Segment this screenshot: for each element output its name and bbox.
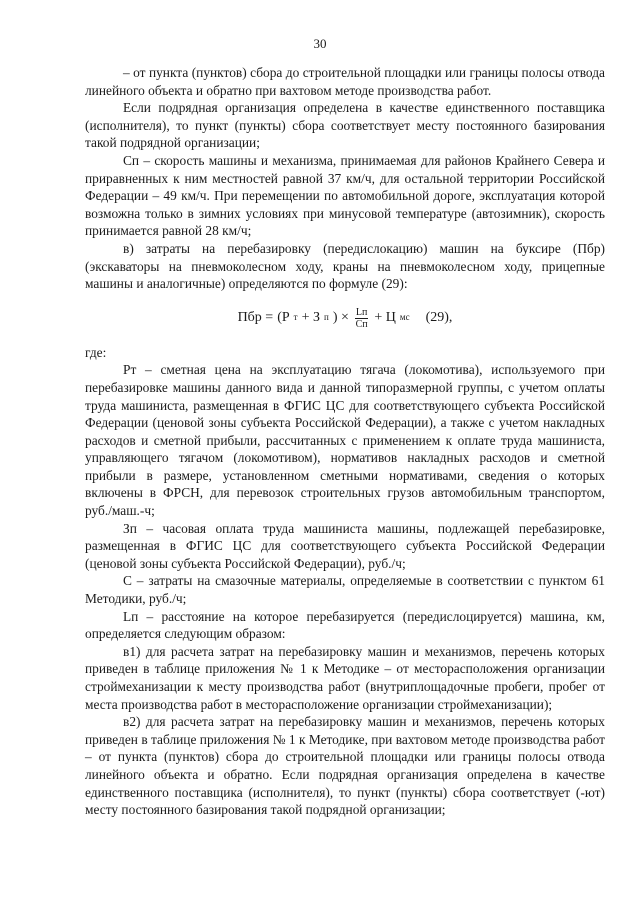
- paragraph: в1) для расчета затрат на перебазировку машин и механизмов, перечень которых приведен в таблице приложения № 1 к Методике – от месторасположения организации строймеханизации к месту производства работ (внутриплощадочные пробеги, пробег от места производства работ в месторасположение организации строймеханизации);: [85, 643, 605, 712]
- formula-pt-sub: т: [293, 312, 298, 323]
- formula-open: (Р: [277, 310, 290, 326]
- formula-lhs: Пбр =: [237, 310, 274, 326]
- paragraph: Сп – скорость машины и механизма, принимаемая для районов Крайнего Севера и приравненных к ним местностей равной 37 км/ч, для остальной территории Российской Федерации – 49 км/ч. При перемещении по автомобильной дороге, эксплуатация которой возможна только в зимних условиях при минусовой температуре (автозимник), скорость принимается равной 28 км/ч;: [85, 152, 605, 239]
- paragraph: в) затраты на перебазировку (передислокацию) машин на буксире (Пбр) (экскаваторы на пневмоколесном ходу, краны на пневмоколесном ходу, прицепные машины и аналогичные) определяются по формуле (29):: [85, 240, 605, 292]
- formula-29: [85, 307, 605, 330]
- fraction-numerator: Lп: [355, 306, 368, 318]
- paragraphs-before: [85, 64, 605, 293]
- paragraph: Если подрядная организация определена в качестве единственного поставщика (исполнителя), то пункт (пункты) сбора соответствует месту постоянного базирования такой подрядной организации;: [85, 100, 605, 151]
- formula-c-sub: мс: [399, 312, 410, 323]
- formula-number: (29),: [425, 310, 453, 326]
- fraction-denominator: Сп: [355, 318, 368, 330]
- page-number: 30: [313, 36, 327, 51]
- formula-fraction: [355, 307, 368, 330]
- paragraph: Зп – часовая оплата труда машиниста машины, подлежащей перебазировке, размещенная в ФГИС ЦС для соответствующего субъекта Российской Федерации (ценовой зоны субъекта Российской Федерации), руб./ч;: [85, 520, 605, 571]
- paragraphs-after: [85, 361, 605, 818]
- paragraph: Рт – сметная цена на эксплуатацию тягача (локомотива), используемого при перебазировке машины данного вида и данной типоразмерной группы, с учетом оплаты труда машиниста, размещенная в ФГИС ЦС для соответствующего субъекта Российской Федерации (ценовой зоны субъекта Российской Федерации), а также с учетом накладных расходов и сметной прибыли, рассчитанных с применением к оплате труда машиниста, управляющего тягачом (локомотивом), нормативов накладных расходов и сметной прибыли в размере, установленном сметными нормативами, сведения о которых включены в ФРСН, для перевозок строительных грузов автомобильным транспортом, руб./маш.-ч;: [85, 362, 605, 519]
- body-text: [85, 64, 605, 819]
- paragraph: Lп – расстояние на которое перебазируется (передислоцируется) машина, км, определяется следующим образом:: [85, 608, 605, 642]
- formula-plus2: + Ц: [374, 310, 396, 326]
- where-label: где:: [85, 344, 107, 360]
- formula-plus1: + З: [301, 310, 321, 326]
- paragraph: С – затраты на смазочные материалы, определяемые в соответствии с пунктом 61 Методики, руб./ч;: [85, 573, 605, 607]
- formula-zp-sub: п: [324, 312, 329, 323]
- paragraph: – от пункта (пунктов) сбора до строительной площадки или границы полосы отвода линейного объекта и обратно при вахтовом методе производства работ.: [85, 65, 605, 98]
- formula-close: ) ×: [332, 310, 349, 326]
- paragraph: в2) для расчета затрат на перебазировку машин и механизмов, перечень которых приведен в таблице приложения № 1 к Методике, при вахтовом методе производства работ – от пункта (пунктов) сбора до строительной площадки или границы полосы отвода линейного объекта и обратно. Если подрядная организация определена в качестве единственного поставщика (исполнителя), то пункт (пункты) сбора соответствует (-ют) месту постоянного базирования такой подрядной организации;: [85, 714, 605, 818]
